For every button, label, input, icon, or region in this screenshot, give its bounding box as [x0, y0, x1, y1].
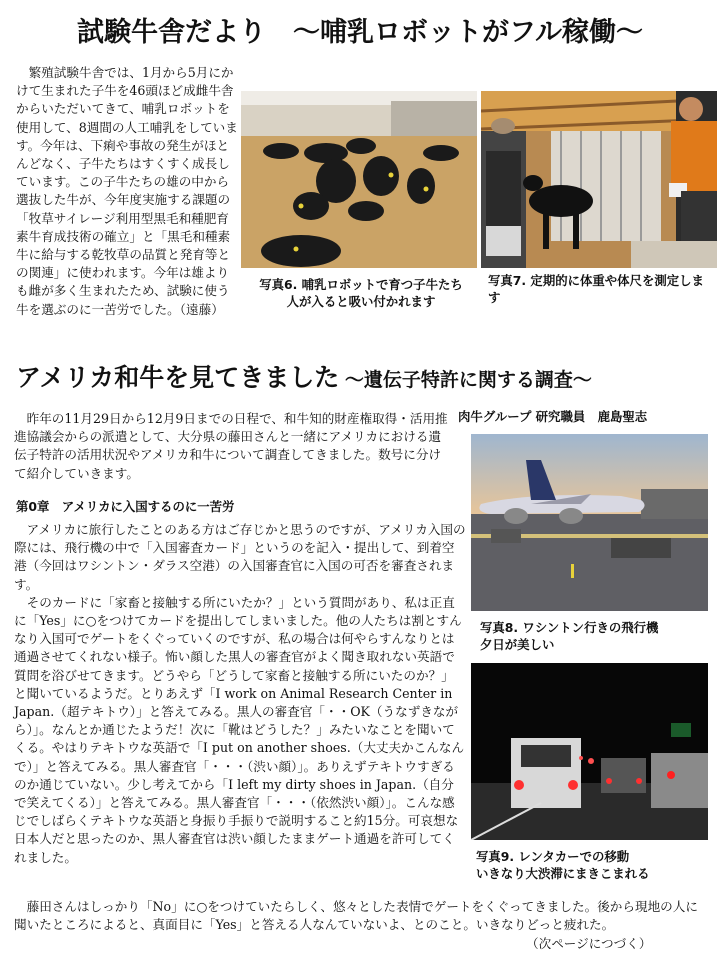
measuring-photo-icon [481, 91, 717, 268]
article1-body [16, 64, 238, 319]
article2-title [16, 358, 592, 394]
airplane-photo-icon [471, 434, 708, 611]
photo7-measuring [481, 91, 717, 268]
traffic-photo-icon [471, 663, 708, 840]
photo8-caption: 写真8. ワシントン行きの飛行機 夕日が美しい [480, 620, 659, 652]
photo9-traffic [471, 663, 708, 840]
article2-closing [14, 898, 704, 934]
article1-title: 試験牛舎だより ～哺乳ロボットがフル稼働～ [77, 17, 643, 48]
article2-para2: そのカードに「家畜と接触する所にいたか？」という質問があり、私は正直に「Yes」に○をつけてカードを提出してしまいました。他の人たちは割とすんなり入国可でゲートをくぐっていくのですが、私の場合は何やらすんなりとは通過させてくれない様子。怖い顔した黒人の審査官がよく聞き取れない英語で質問を浴びせてきます。どうやら「どうして家畜と接触する所にいたのか？」と聞いているようだ。とりあえず「I work on Animal Research Center in Japan.（超テキトウ）」と答えてみる。黒人の審査官「・・OK（うなずきながら）」。なんとか通じたようだ！次に「靴はどうした？」みたいなことを聞いてくる。やはりテキトウな英語で「I put on another shoes.（大丈夫かこんなんで）」と答えてみる。黒人審査官「・・・（渋い顔）」。ありえずテキトウすぎるのか通じていない。少し考えてから「I left my dirty shoes in Japan.（自分で笑えてくる）」と答えてみる。黒人審査官「・・・（依然渋い顔）」。こんな感じでしばらくテキトウな英語と身振り手振りで説明すること約15分。可哀想な日本人だと思ったのか、黒人審査官は渋い顔したままゲート通過を許可してくれました。 [14, 594, 465, 865]
calves-photo-icon [241, 91, 477, 268]
article2-main-body [14, 521, 466, 867]
photo6-calves [241, 91, 477, 268]
continued-note: （次ページにつづく） [526, 936, 652, 951]
article2-para1: アメリカに旅行したことのある方はご存じかと思うのですが、アメリカ入国の際には、飛行機の中で「入国審査カード」というのを記入・提出して、到着空港（今回はワシントン・ダラス空港）の入国審査官に入国の可否を審査されます。 [14, 522, 466, 592]
article2-intro [14, 410, 452, 483]
article1-body-text: 繁殖試験牛舎では、1月から5月にかけて生まれた子牛を46頭ほど成雌牛舎からいただいてきて、哺乳ロボットを使用して、8週間の人工哺乳をしています。今年は、下痢や事故の発生がほとんどなく、子牛たちはすくすく成長しています。この子牛たちの雄の中から選抜した牛が、今年度実施する課題の「牧草サイレージ利用型黒毛和種肥育素牛育成技術の確立」と「黒毛和種素牛に給与する乾牧草の品質と発育等との関連」に使われます。今年は雄よりも雌が多く生まれたため、試験に使う牛を選ぶのに一苦労でした。（遠藤） [16, 65, 238, 317]
article2-intro-text: 昨年の11月29日から12月9日までの日程で、和牛知的財産権取得・活用推進協議会からの派遣として、大分県の藤田さんと一緒にアメリカにおける遺伝子特許の活用状況やアメリカ和牛について調査してきました。数号に分けて紹介していきます。 [14, 411, 448, 481]
article2-para3: 藤田さんはしっかり「No」に○をつけていたらしく、悠々とした表情でゲートをくぐってきました。後から現地の人に聞いたところによると、真面目に「Yes」と答える人なんていないよ、とのこと。いきなりどっと疲れた。 [14, 899, 698, 933]
photo8-airplane [471, 434, 708, 611]
chapter-heading: 第0章 アメリカに入国するのに一苦労 [16, 499, 235, 514]
article2-author: 肉牛グループ 研究職員 鹿島聖志 [458, 409, 648, 424]
photo7-caption: 写真7. 定期的に体重や体尺を測定します [488, 273, 704, 305]
article2-main-title: アメリカ和牛を見てきました [16, 363, 340, 392]
photo9-caption: 写真9. レンタカーでの移動 いきなり大渋滞にまきこまれる [476, 849, 650, 881]
article2-subtitle: ～遺伝子特許に関する調査～ [344, 369, 592, 391]
photo6-caption: 写真6. 哺乳ロボットで育つ子牛たち 人が入ると吸い付かれます [259, 277, 463, 309]
